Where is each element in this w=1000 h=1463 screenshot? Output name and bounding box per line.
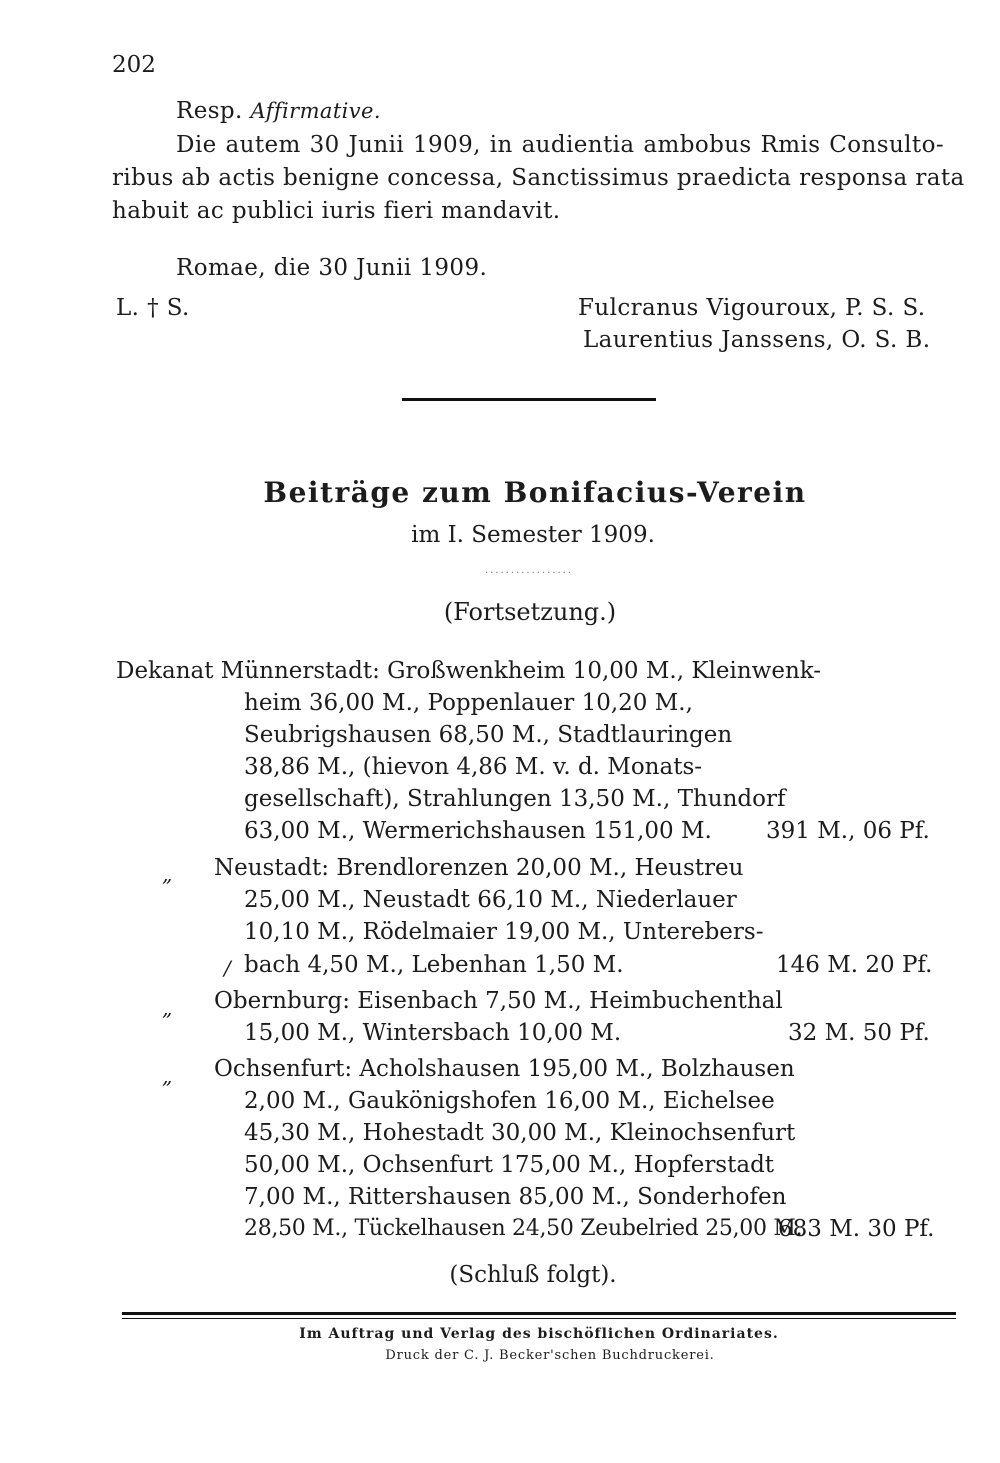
date-line: Romae, die 30 Junii 1909. [176, 255, 488, 281]
entry-line: 50,00 M., Ochsenfurt 175,00 M., Hopferstadt [244, 1152, 775, 1178]
ditto-mark: „ [162, 862, 173, 886]
stray-mark: / [224, 956, 231, 980]
entry-line: Obernburg: Eisenbach 7,50 M., Heimbuchenthal [214, 988, 783, 1014]
seal: L. † S. [116, 295, 190, 321]
page-number: 202 [112, 52, 156, 78]
footer-rule [122, 1312, 956, 1315]
entry-line: 28,50 M., Tückelhausen 24,50 Zeubelried 25,00 M. [244, 1216, 803, 1241]
entry-line: 15,00 M., Wintersbach 10,00 M. [244, 1020, 622, 1046]
entry-line: heim 36,00 M., Poppenlauer 10,20 M., [244, 690, 693, 716]
footer-publisher: Im Auftrag und Verlag des bischöflichen Ordinariates. [299, 1326, 779, 1342]
ditto-mark: „ [162, 996, 173, 1020]
footer-printer: Druck der C. J. Becker'schen Buchdruckerei. [385, 1348, 715, 1363]
ditto-mark: „ [162, 1064, 173, 1088]
footer-rule-thin [122, 1318, 956, 1319]
closing-note: (Schluß folgt). [449, 1262, 617, 1288]
entry-total: 391 M., 06 Pf. [766, 818, 930, 844]
entry-line: Seubrigshausen 68,50 M., Stadtlauringen [244, 722, 733, 748]
entry-total: 146 M. 20 Pf. [776, 952, 933, 978]
entry-line: 25,00 M., Neustadt 66,10 M., Niederlauer [244, 887, 737, 913]
resp-line [176, 98, 381, 124]
entry-line: 38,86 M., (hievon 4,86 M. v. d. Monats- [244, 754, 703, 780]
entry-line: Ochsenfurt: Acholshausen 195,00 M., Bolzhausen [214, 1056, 795, 1082]
paragraph-line-3: habuit ac publici iuris fieri mandavit. [112, 198, 561, 224]
entry-line: gesellschaft), Strahlungen 13,50 M., Thundorf [244, 786, 786, 812]
entry-line: 45,30 M., Hohestadt 30,00 M., Kleinochsenfurt [244, 1120, 796, 1146]
entry-line: 63,00 M., Wermerichshausen 151,00 M. [244, 818, 712, 844]
signature-1: Fulcranus Vigouroux, P. S. S. [578, 295, 926, 321]
resp-label: Resp. [176, 98, 243, 124]
signature-2: Laurentius Janssens, O. S. B. [583, 327, 931, 353]
paragraph-line-2: ribus ab actis benigne concessa, Sanctissimus praedicta responsa rata [112, 165, 965, 191]
entry-total: 683 M. 30 Pf. [778, 1216, 935, 1242]
entry-line: 10,10 M., Rödelmaier 19,00 M., Unterebers- [244, 919, 764, 945]
section-subheading: im I. Semester 1909. [411, 522, 655, 548]
continuation-note: (Fortsetzung.) [443, 598, 617, 626]
entry-line: Neustadt: Brendlorenzen 20,00 M., Heustreu [214, 855, 744, 881]
paragraph-line-1: Die autem 30 Junii 1909, in audientia ambobus Rmis Consulto- [176, 132, 944, 158]
resp-value: Affirmative. [250, 99, 381, 123]
entry-line: 2,00 M., Gaukönigshofen 16,00 M., Eichelsee [244, 1088, 775, 1114]
section-heading: Beiträge zum Bonifacius-Verein [263, 476, 807, 509]
entry-line: Dekanat Münnerstadt: Großwenkheim 10,00 M., Kleinwenk- [116, 658, 822, 684]
entry-line: bach 4,50 M., Lebenhan 1,50 M. [244, 952, 624, 978]
entry-line: 7,00 M., Rittershausen 85,00 M., Sonderhofen [244, 1184, 787, 1210]
entry-total: 32 M. 50 Pf. [788, 1020, 930, 1046]
section-divider [402, 398, 656, 401]
ornament-dots: ················· [485, 568, 574, 579]
